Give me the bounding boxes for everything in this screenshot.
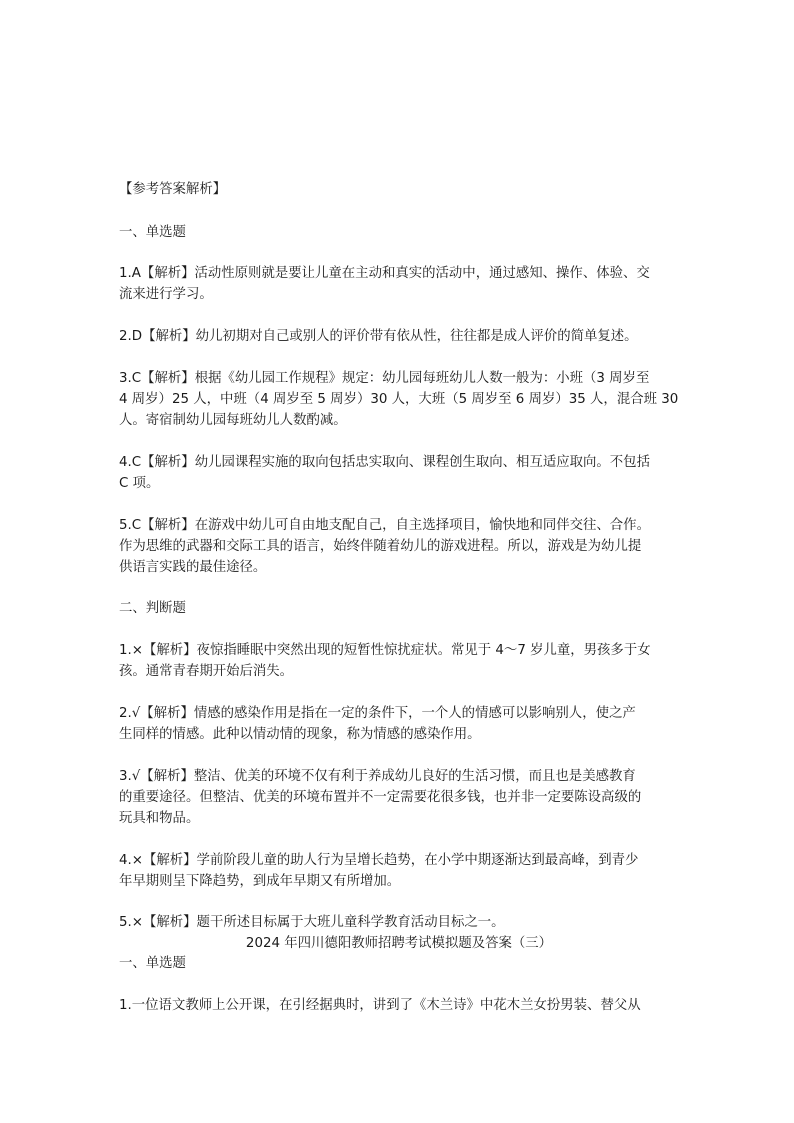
answer-1-line-1: 1.A【解析】活动性原则就是要让儿童在主动和真实的活动中，通过感知、操作、体验、交	[119, 266, 650, 281]
answer-2-line-1: 2.D【解析】幼儿初期对自己或别人的评价带有依从性，往往都是成人评价的简单复述。	[119, 329, 638, 344]
answer-5-line-2: 作为思维的武器和交际工具的语言，始终伴随着幼儿的游戏进程。所以，游戏是为幼儿提	[119, 539, 642, 554]
next-section-title-single-choice: 一、单选题	[119, 956, 186, 971]
judgment-5-line-1: 5.×【解析】题干所述目标属于大班儿童科学教育活动目标之一。	[119, 915, 505, 930]
answer-header: 【参考答案解析】	[119, 182, 227, 197]
section-title-single-choice: 一、单选题	[119, 225, 186, 240]
next-exam-title: 2024 年四川德阳教师招聘考试模拟题及答案（三）	[245, 936, 553, 951]
answer-4-line-1: 4.C【解析】幼儿园课程实施的取向包括忠实取向、课程创生取向、相互适应取向。不包括	[119, 455, 650, 470]
judgment-4-line-1: 4.×【解析】学前阶段儿童的助人行为呈增长趋势，在小学中期逐渐达到最高峰，到青少	[119, 853, 639, 868]
judgment-1-line-2: 孩。通常青春期开始后消失。	[119, 664, 294, 679]
answer-5-line-3: 供语言实践的最佳途径。	[119, 560, 267, 575]
next-question-1-line-1: 1.一位语文教师上公开课，在引经据典时，讲到了《木兰诗》中花木兰女扮男装、替父从	[119, 998, 641, 1013]
judgment-1-line-1: 1.×【解析】夜惊指睡眠中突然出现的短暂性惊扰症状。常见于 4～7 岁儿童，男孩多于女	[119, 643, 651, 658]
answer-3-line-3: 人。寄宿制幼儿园每班幼儿人数酌减。	[119, 413, 347, 428]
answer-3-line-2: 4 周岁）25 人，中班（4 周岁至 5 周岁）30 人，大班（5 周岁至 6 周岁）35 人，混合班 30	[119, 392, 679, 407]
answer-5-line-1: 5.C【解析】在游戏中幼儿可自由地支配自己，自主选择项目，愉快地和同伴交往、合作。	[119, 518, 650, 533]
judgment-4-line-2: 年早期则呈下降趋势，到成年早期又有所增加。	[119, 874, 401, 889]
judgment-3-line-2: 的重要途径。但整洁、优美的环境布置并不一定需要花很多钱，也并非一定要陈设高级的	[119, 790, 642, 805]
judgment-3-line-1: 3.√【解析】整洁、优美的环境不仅有利于养成幼儿良好的生活习惯，而且也是美感教育	[119, 769, 636, 784]
judgment-2-line-2: 生同样的情感。此种以情动情的现象，称为情感的感染作用。	[119, 727, 481, 742]
answer-3-line-1: 3.C【解析】根据《幼儿园工作规程》规定：幼儿园每班幼儿人数一般为：小班（3 周岁至	[119, 371, 650, 386]
judgment-2-line-1: 2.√【解析】情感的感染作用是指在一定的条件下，一个人的情感可以影响别人，使之产	[119, 706, 636, 721]
judgment-3-line-3: 玩具和物品。	[119, 811, 200, 826]
answer-1-line-2: 流来进行学习。	[119, 287, 213, 302]
answer-4-line-2: C 项。	[119, 476, 160, 491]
section-title-true-false: 二、判断题	[119, 601, 186, 616]
